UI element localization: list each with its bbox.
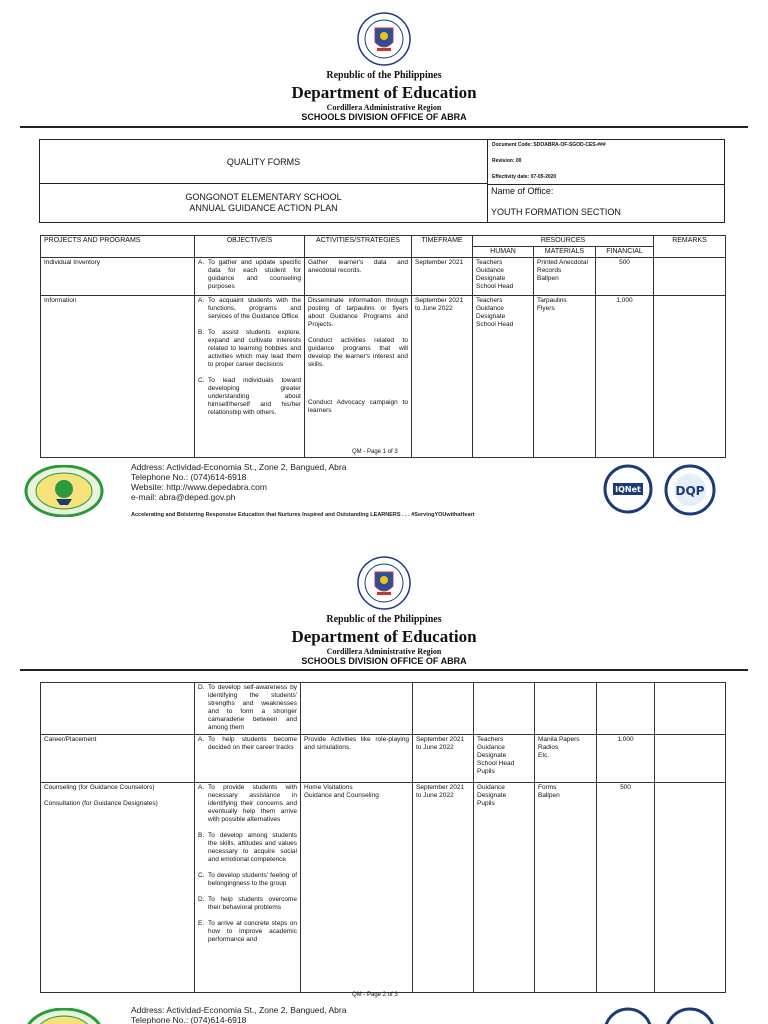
action-plan-table-continued <box>40 682 726 993</box>
telephone-text: Telephone No.: (074)614-6918 <box>131 1015 247 1024</box>
motto-text: Accelerating and Bolstering Responsive Education that Nurtures Inspired and Outstanding LEARNERS . . . #ServingYOUwithaHeart <box>131 512 475 518</box>
address-text: Address: Actividad-Economia St., Zone 2, Bangued, Abra <box>131 462 347 472</box>
objective-text: To develop students' feeling of belongingness to the group <box>208 872 297 887</box>
table-row <box>41 735 726 783</box>
footer <box>0 1005 768 1024</box>
col-header-materials: MATERIALS <box>534 247 596 258</box>
materials-cell: Tarpaulins Flyers <box>534 296 596 458</box>
col-header-resources: RESOURCES <box>473 236 654 247</box>
page-number: QM - Page 2 of 3 <box>352 992 398 998</box>
remarks-cell <box>655 683 726 735</box>
human-cell <box>474 683 535 735</box>
division-text: SCHOOLS DIVISION OFFICE OF ABRA <box>301 656 467 666</box>
page-number: QM - Page 1 of 3 <box>352 449 398 455</box>
table-row <box>41 783 726 993</box>
objective-cell: A. To provide students with necessary assistance in identifying their concerns and eventually help them arrive with possible alternatives B. To develop among students the skills, attitudes and values necessary to acquire social and emotional competence C. To develop students' feeling of belongingness to the group D. To help students overcome their behavioral problems E. To arrive at concrete steps on how to improve academic performance and <box>195 783 301 993</box>
materials-cell: Manila Papers Radios Etc. <box>535 735 597 783</box>
program-text: Consultation (for Guidance Designates) <box>44 800 158 807</box>
telephone-text: Telephone No.: (074)614-6918 <box>131 472 247 482</box>
letterhead <box>0 614 768 666</box>
col-header-timeframe: TIMEFRAME <box>412 236 473 258</box>
financial-cell: 1,000 <box>596 296 654 458</box>
iqnet-certified-icon <box>603 1007 653 1024</box>
objective-text: To help students become decided on their career tracks <box>208 736 297 751</box>
col-header-financial: FINANCIAL <box>596 247 654 258</box>
program-text: Counseling (for Guidance Counselors) <box>44 784 155 791</box>
doc-code: Document Code: SDOABRA-OF-SGOD-CES-### <box>492 142 606 148</box>
activity-text: Conduct activities related to guidance programs that will develop the learner's interest and skills. <box>308 337 408 368</box>
program-cell: Information <box>41 296 195 458</box>
financial-cell <box>597 683 655 735</box>
col-header-activities: ACTIVITIES/STRATEGIES <box>305 236 412 258</box>
effectivity-date: Effectivity date: 07-05-2020 <box>492 174 557 180</box>
header-rule <box>20 669 748 671</box>
activity-cell: Provide Activities like role-playing and simulations. <box>301 735 413 783</box>
email-link[interactable]: e-mail: abra@deped.gov.ph <box>131 492 236 502</box>
address-text: Address: Actividad-Economia St., Zone 2, Bangued, Abra <box>131 1005 347 1015</box>
revision: Revision: 00 <box>492 158 522 164</box>
objective-text: To provide students with necessary assistance in identifying their concerns and eventually help them arrive with possible alternatives <box>208 784 297 823</box>
materials-cell <box>535 683 597 735</box>
timeframe-cell: September 2021 to June 2022 <box>412 296 473 458</box>
objective-text: To arrive at concrete steps on how to improve academic performance and <box>208 920 297 943</box>
region-text: Cordillera Administrative Region <box>326 103 442 112</box>
program-cell: Career/Placement <box>41 735 195 783</box>
program-cell <box>41 683 195 735</box>
objective-text: To acquaint students with the functions, programs and services of the Guidance Office <box>208 297 301 320</box>
plan-title: ANNUAL GUIDANCE ACTION PLAN <box>189 203 338 213</box>
program-cell <box>41 783 195 993</box>
objective-text: To gather and update specific data for each student for guidance and counseling purposes <box>208 259 301 290</box>
objective-cell: A. To gather and update specific data for each student for guidance and counseling purposes <box>195 258 305 296</box>
objective-text: To assist students explore, expand and cultivate interests related to learning hobbies and activities which may lead them to proper career decisions <box>208 329 301 368</box>
activity-text: Disseminate information through posting of tarpaulins or flyers about Guidance Programs and Projects. <box>308 297 408 328</box>
sdo-abra-logo-icon <box>24 1008 104 1024</box>
republic-text: Republic of the Philippines <box>326 614 442 625</box>
website-link[interactable]: Website: http://www.depedabra.com <box>131 482 267 492</box>
republic-text: Republic of the Philippines <box>326 70 442 81</box>
remarks-cell <box>655 735 726 783</box>
remarks-cell <box>655 783 726 993</box>
region-text: Cordillera Administrative Region <box>326 647 442 656</box>
human-cell: Teachers Guidance Designate School Head Pupils <box>474 735 535 783</box>
objective-text: To develop among students the skills, attitudes and values necessary to acquire social and emotional competence <box>208 832 297 863</box>
contact-block <box>131 1005 346 1024</box>
col-header-human: HUMAN <box>473 247 534 258</box>
timeframe-cell <box>413 683 474 735</box>
table-row <box>41 683 726 735</box>
quality-forms-title: QUALITY FORMS <box>226 156 301 167</box>
deped-seal-icon <box>357 556 411 610</box>
school-name: GONGONOT ELEMENTARY SCHOOL <box>185 192 342 202</box>
human-cell: Teachers Guidance Designate School Head <box>473 258 534 296</box>
objective-cell: A. To acquaint students with the functions, programs and services of the Guidance Office B. To assist students explore, expand and cultivate interests related to learning hobbies and activities which may lead them to proper career decisions C. To lead individuals toward developing greater understanding about himself/herself and his/her relationship with others. <box>195 296 305 458</box>
program-cell: Individual Inventory <box>41 258 195 296</box>
objective-cell: A. To help students become decided on their career tracks <box>195 735 301 783</box>
activity-cell <box>301 683 413 735</box>
svg-text:DQP: DQP <box>675 484 705 498</box>
col-header-objectives: OBJECTIVE/S <box>195 236 305 258</box>
financial-cell: 500 <box>596 258 654 296</box>
activity-cell: Gather learner's data and anecdotal records. <box>305 258 412 296</box>
col-header-projects: PROJECTS AND PROGRAMS <box>41 236 195 258</box>
timeframe-cell: September 2021 to June 2022 <box>413 735 474 783</box>
svg-text:IQNet: IQNet <box>615 485 641 494</box>
office-label: Name of Office: <box>491 186 554 196</box>
timeframe-cell: September 2021 <box>412 258 473 296</box>
department-text: Department of Education <box>291 627 477 646</box>
financial-cell: 1,000 <box>597 735 655 783</box>
activity-cell: Home Visitations Guidance and Counseling <box>301 783 413 993</box>
col-header-remarks: REMARKS <box>654 236 726 258</box>
materials-cell: Forms Ballpen <box>535 783 597 993</box>
objective-text: To develop self-awareness by identifying the students' strengths and weaknesses and to form a stronger camaraderie between and among them <box>208 684 297 731</box>
objective-text: To help students overcome their behavioral problems <box>208 896 297 911</box>
dqp-certified-icon <box>664 1007 716 1024</box>
human-cell: Teachers Guidance Designate School Head <box>473 296 534 458</box>
objective-cell: D. To develop self-awareness by identifying the students' strengths and weaknesses and to form a stronger camaraderie between and among them <box>195 683 301 735</box>
human-cell: Guidance Designate Pupils <box>474 783 535 993</box>
objective-text: To lead individuals toward developing greater understanding about himself/herself and his/her relationship with others. <box>208 377 301 416</box>
division-text: SCHOOLS DIVISION OFFICE OF ABRA <box>301 112 467 122</box>
office-name: YOUTH FORMATION SECTION <box>491 207 621 217</box>
department-text: Department of Education <box>291 83 477 102</box>
activity-text: Conduct Advocacy campaign to learners <box>308 399 408 414</box>
materials-cell: Printed Anecdotal Records Ballpen <box>534 258 596 296</box>
timeframe-cell: September 2021 to June 2022 <box>413 783 474 993</box>
financial-cell: 500 <box>597 783 655 993</box>
